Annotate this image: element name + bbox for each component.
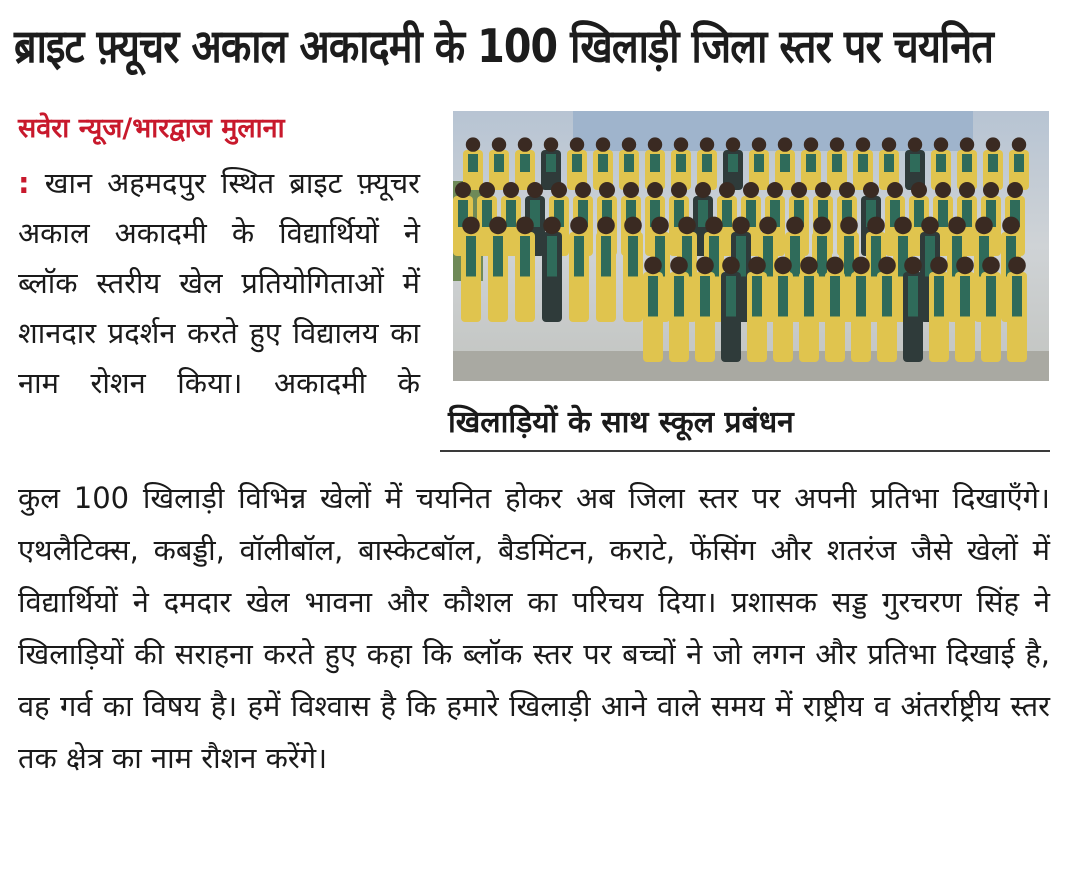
lead-text: खान अहमदपुर स्थित ब्राइट फ़्यूचर अकाल अकादमी के विद्यार्थियों ने ब्लॉक स्तरीय खेल प्रतियोगिताओं में शानदार प्रदर्शन करते हुए विद्यालय का नाम रोशन किया। अकादमी के <box>18 166 420 400</box>
lead-paragraph <box>18 158 420 408</box>
group-photo <box>453 111 1049 381</box>
headline: ब्राइट फ़्यूचर अकाल अकादमी के 100 खिलाड़ी जिला स्तर पर चयनित <box>14 19 994 73</box>
caption-divider <box>440 450 1050 452</box>
byline: सवेरा न्यूज/भारद्वाज मुलाना <box>18 113 285 144</box>
body-text: कुल 100 खिलाड़ी विभिन्न खेलों में चयनित होकर अब जिला स्तर पर अपनी प्रतिभा दिखाएँगे। एथलैटिक्स, कबड्डी, वॉलीबॉल, बास्केटबॉल, बैडमिंटन, कराटे, फेंसिंग और शतरंज जैसे खेलों में विद्यार्थियों ने दमदार खेल भावना और कौशल का परिचय दिया। प्रशासक सड्ड गुरचरण सिंह ने खिलाड़ियों की सराहना करते हुए कहा कि ब्लॉक स्तर पर बच्चों ने जो लगन और प्रतिभा दिखाई है, वह गर्व का विषय है। हमें विश्वास है कि हमारे खिलाड़ी आने वाले समय में राष्ट्रीय व अंतर्राष्ट्रीय स्तर तक क्षेत्र का नाम रौशन करेंगे। <box>18 481 1050 775</box>
body-paragraph <box>18 472 1050 784</box>
group-photo-image <box>453 111 1049 381</box>
lead-colon: : <box>18 166 30 200</box>
photo-caption: खिलाड़ियों के साथ स्कूल प्रबंधन <box>448 405 794 440</box>
